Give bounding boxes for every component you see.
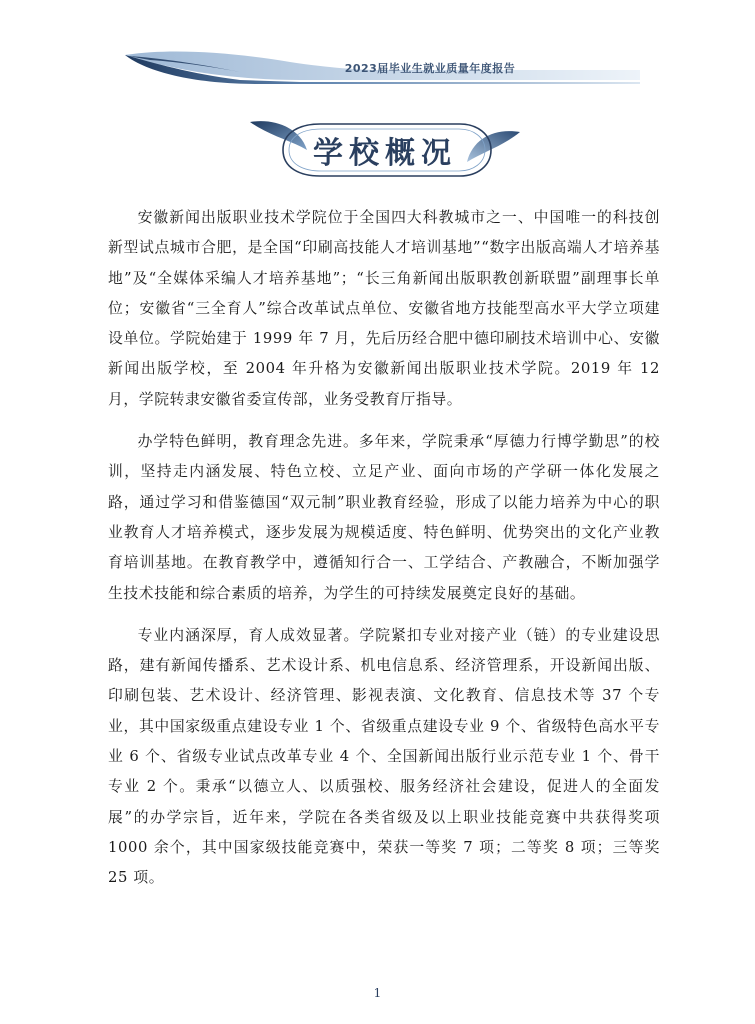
- page-header: [0, 0, 755, 90]
- section-title: 学校概况: [313, 136, 457, 171]
- header-report-title: 2023届毕业生就业质量年度报告: [344, 62, 516, 75]
- body-text: [108, 203, 660, 906]
- paragraph-school-features: 办学特色鲜明，教育理念先进。多年来，学院秉承“厚德力行博学勤思”的校训，坚持走内涵发展、特色立校、立足产业、面向市场的产学研一体化发展之路，通过学习和借鉴德国“双元制”职业教育经验，形成了以能力培养为中心的职业教育人才培养模式，逐步发展为规模适度、特色鲜明、优势突出的文化产业教育培训基地。在教育教学中，遵循知行合一、工学结合、产教融合，不断加强学生技术技能和综合素质的培养，为学生的可持续发展奠定良好的基础。: [108, 433, 660, 602]
- section-banner: [245, 110, 525, 190]
- paragraph-school-overview: 安徽新闻出版职业技术学院位于全国四大科教城市之一、中国唯一的科技创新型试点城市合肥，是全国“印刷高技能人才培训基地”“数字出版高端人才培养基地”及“全媒体采编人才培养基地”；“长三角新闻出版职教创新联盟”副理事长单位；安徽省“三全育人”综合改革试点单位、安徽省地方技能型高水平大学立项建设单位。学院始建于 1999 年 7 月，先后历经合肥中德印刷技术培训中心、安徽新闻出版学校，至 2004 年升格为安徽新闻出版职业技术学院。2019 年 12 月，学院转隶安徽省委宣传部，业务受教育厅指导。: [108, 209, 660, 408]
- page-number: 1: [373, 986, 382, 1000]
- paragraph-majors-achievements: 专业内涵深厚，育人成效显著。学院紧扣专业对接产业（链）的专业建设思路，建有新闻传播系、艺术设计系、机电信息系、经济管理系，开设新闻出版、印刷包装、艺术设计、经济管理、影视表演、文化教育、信息技术等 37 个专业，其中国家级重点建设专业 1 个、省级重点建设专业 9 个、省级特色高水平专业 6 个、省级专业试点改革专业 4 个、全国新闻出版行业示范专业 1 个、骨干专业 2 个。秉承“以德立人、以质强校、服务经济社会建设，促进人的全面发展”的办学宗旨，近年来，学院在各类省级及以上职业技能竞赛中共获得奖项 1000 余个，其中国家级技能竞赛中，荣获一等奖 7 项；二等奖 8 项；三等奖 25 项。: [108, 626, 660, 887]
- header-wave-decoration: [0, 0, 755, 90]
